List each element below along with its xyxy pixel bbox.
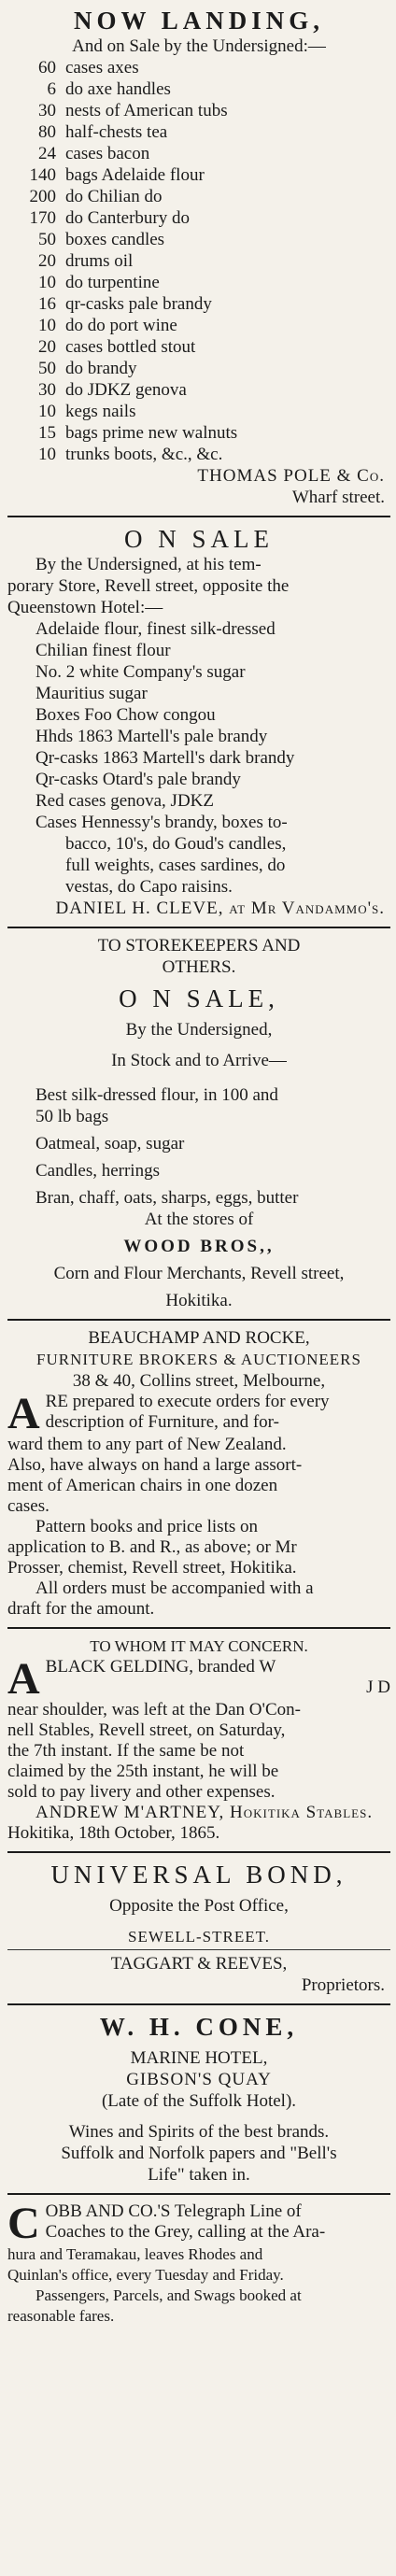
list-item: Boxes Foo Chow congou — [35, 705, 216, 725]
ad-intro — [7, 554, 390, 618]
ad-beauchamp-rocke — [7, 1323, 390, 1625]
ad-line: SEWELL-STREET. — [127, 1928, 271, 1946]
divider — [7, 2003, 390, 2005]
drop-cap: U — [50, 1861, 74, 1889]
goods-list — [7, 57, 390, 465]
ad-subheading: FURNITURE BROKERS & AUCTIONEERS — [36, 1351, 361, 1368]
goods-item: 24 cases bacon — [38, 144, 150, 163]
body-line: ment of American chairs in one dozen — [7, 1476, 278, 1495]
drop-cap: A — [7, 1392, 40, 1435]
ad-body-cont — [7, 1700, 390, 1844]
ad-line: Oatmeal, soap, sugar — [35, 1134, 185, 1154]
divider — [7, 1319, 390, 1321]
drop-cap: A — [7, 1657, 40, 1700]
firm-desc: Corn and Flour Merchants, Revell street, — [53, 1264, 345, 1283]
ad-line: Opposite the Post Office, — [109, 1896, 289, 1916]
goods-item: 6 do axe handles — [47, 79, 171, 99]
ad-sale-heading — [7, 984, 390, 1013]
ad-black-gelding — [7, 1632, 390, 1849]
ad-date: Hokitika, 18th October, 1865. — [7, 1823, 220, 1843]
ad-cobb-and-co — [7, 2198, 390, 2332]
goods-item: 170 do Canterbury do — [29, 208, 190, 228]
ad-heading: OTHERS. — [162, 957, 236, 977]
body-line: nell Stables, Revell street, on Saturday, — [7, 1720, 286, 1740]
drop-cap: O — [119, 984, 142, 1012]
goods-item: 15 bags prime new walnuts — [38, 423, 238, 443]
goods-item: 10 do do port wine — [38, 316, 177, 335]
body-line: reasonable fares. — [7, 2307, 115, 2325]
goods-item: 30 nests of American tubs — [38, 101, 228, 120]
body-line: application to B. and R., as above; or Mr — [7, 1537, 297, 1557]
ad-storekeepers — [7, 931, 390, 1317]
ad-heading: TO STOREKEEPERS AND — [97, 936, 301, 955]
ad-heading-text: N SALE — [158, 525, 274, 553]
goods-item: 50 boxes candles — [38, 230, 165, 249]
goods-item: 200 do Chilian do — [29, 187, 163, 206]
ad-body-cont — [7, 2244, 390, 2327]
ad-marine-hotel — [7, 2008, 390, 2191]
firm-name: WOOD BROS,, — [123, 1237, 275, 1256]
goods-item: 60 cases axes — [38, 58, 139, 78]
ad-body — [7, 1657, 390, 1700]
body-line: hura and Teramakau, leaves Rhodes and — [7, 2245, 263, 2263]
ad-line: Bran, chaff, oats, sharps, eggs, butter — [35, 1188, 299, 1208]
divider — [7, 1627, 390, 1629]
body-line: Also, have always on hand a large assort- — [7, 1455, 303, 1475]
body-line: Coaches to the Grey, calling at the Ara- — [45, 2222, 326, 2242]
ad-line: Best silk-dressed flour, in 100 and — [35, 1085, 278, 1105]
body-line: All orders must be accompanied with a — [35, 1578, 314, 1598]
list-item: Red cases genova, JDKZ — [35, 791, 215, 811]
goods-item: 20 cases bottled stout — [38, 337, 196, 357]
body-line: Prosser, chemist, Revell street, Hokitika. — [7, 1558, 297, 1578]
body-line: BLACK GELDING, branded W — [45, 1657, 276, 1677]
list-item: Hhds 1863 Martell's pale brandy — [35, 727, 268, 746]
goods-item: 30 do JDKZ genova — [38, 380, 187, 400]
ad-on-sale-cleve — [7, 520, 390, 925]
body-line: sold to pay livery and other expenses. — [7, 1782, 276, 1802]
ad-line: Life" taken in. — [148, 2165, 250, 2185]
ad-address: 38 & 40, Collins street, Melbourne, — [72, 1371, 326, 1391]
ad-sale-text: N SALE, — [152, 984, 279, 1012]
cases-line: bacco, 10's, do Goud's candles, — [65, 834, 287, 854]
goods-item: 16 qr-casks pale brandy — [38, 294, 212, 314]
body-line: RE prepared to execute orders for every — [45, 1392, 330, 1411]
goods-item: 140 bags Adelaide flour — [29, 165, 205, 185]
ad-line: Wines and Spirits of the best brands. — [68, 2122, 330, 2142]
ad-heading: TO WHOM IT MAY CONCERN. — [90, 1637, 308, 1655]
ad-intro: And on Sale by the Undersigned:— — [72, 36, 326, 56]
newspaper-column — [7, 0, 390, 2332]
hotel-name: MARINE HOTEL, — [130, 2048, 268, 2068]
body-line: draft for the amount. — [7, 1599, 155, 1619]
divider — [7, 927, 390, 928]
divider — [7, 2193, 390, 2195]
goods-item: 20 drums oil — [38, 251, 134, 271]
list-item: No. 2 white Company's sugar — [35, 662, 246, 682]
list-item: Adelaide flour, finest silk-dressed — [35, 619, 276, 639]
list-item: Qr-casks Otard's pale brandy — [35, 770, 241, 789]
body-line: ward them to any part of New Zealand. — [7, 1435, 287, 1454]
ad-heading: NOW LANDING, — [73, 7, 325, 35]
hotel-location: GIBSON'S QUAY — [126, 2070, 272, 2089]
intro-line: porary Store, Revell street, opposite the — [7, 576, 290, 596]
body-line: Pattern books and price lists on — [35, 1517, 258, 1536]
intro-line: By the Undersigned, at his tem- — [35, 555, 262, 574]
body-line: cases. — [7, 1496, 50, 1516]
ad-signature: DANIEL H. CLEVE, at Mr Vandammo's. — [55, 899, 385, 918]
cases-line: Cases Hennessy's brandy, boxes to- — [35, 813, 288, 832]
firm-name: TAGGART & REEVES, — [110, 1954, 288, 1974]
body-line: OBB AND CO.'S Telegraph Line of — [45, 2201, 302, 2221]
ad-heading — [7, 1860, 390, 1890]
ad-now-landing — [7, 2, 390, 514]
body-line: Passengers, Parcels, and Swags booked at — [35, 2286, 302, 2304]
ad-items — [7, 618, 390, 812]
ad-line: Candles, herrings — [35, 1161, 160, 1181]
ad-cases — [7, 812, 390, 898]
goods-item: 50 do brandy — [38, 359, 137, 378]
body-lines — [7, 1657, 390, 1698]
ad-heading: W. H. CONE, — [99, 2013, 299, 2041]
goods-item: 10 kegs nails — [38, 402, 136, 421]
ad-line: By the Undersigned, — [125, 1020, 273, 1040]
ad-heading: BEAUCHAMP AND ROCKE, — [88, 1328, 310, 1348]
body-line: description of Furniture, and for- — [45, 1412, 279, 1432]
hotel-late: (Late of the Suffolk Hotel). — [101, 2091, 297, 2111]
ad-line: In Stock and to Arrive— — [111, 1051, 287, 1070]
brand-mark: J D — [366, 1677, 390, 1697]
ad-body-cont — [7, 1435, 390, 1620]
body-line: the 7th instant. If the same be not — [7, 1741, 245, 1761]
list-item: Qr-casks 1863 Martell's dark brandy — [35, 748, 295, 768]
ad-lines — [7, 2143, 390, 2186]
cases-line: vestas, do Capo raisins. — [65, 877, 233, 897]
ad-line: 50 lb bags — [35, 1107, 109, 1126]
ad-body — [7, 1392, 390, 1435]
body-lines — [7, 2201, 390, 2243]
intro-line: Queenstown Hotel:— — [7, 598, 163, 617]
firm-role: Proprietors. — [301, 1975, 385, 1995]
divider — [7, 1949, 390, 1950]
divider — [7, 1851, 390, 1853]
list-item: Chilian finest flour — [35, 641, 171, 660]
ad-signature: ANDREW M'ARTNEY, Hokitika Stables. — [35, 1803, 374, 1822]
ad-heading — [7, 524, 390, 554]
ad-universal-bond — [7, 1856, 390, 2002]
cases-line: full weights, cases sardines, do — [65, 856, 286, 875]
ad-signature: THOMAS POLE & Co. — [197, 466, 385, 486]
ad-heading-text: NIVERSAL BOND, — [74, 1861, 347, 1889]
ad-line: At the stores of — [144, 1210, 254, 1229]
body-line: Quinlan's office, every Tuesday and Friday. — [7, 2266, 284, 2284]
goods-item: 10 do turpentine — [38, 273, 160, 292]
ad-body — [7, 2201, 390, 2244]
goods-item: 80 half-chests tea — [38, 122, 168, 142]
divider — [7, 516, 390, 517]
drop-cap: O — [124, 525, 148, 553]
body-line: near shoulder, was left at the Dan O'Con- — [7, 1700, 301, 1720]
town: Hokitika. — [165, 1291, 233, 1310]
body-line: claimed by the 25th instant, he will be — [7, 1762, 279, 1781]
ad-goods — [7, 1084, 390, 1209]
drop-cap: C — [7, 2201, 40, 2244]
body-lines — [7, 1392, 390, 1433]
ad-address: Wharf street. — [291, 488, 385, 507]
ad-line: Suffolk and Norfolk papers and "Bell's — [61, 2144, 337, 2163]
list-item: Mauritius sugar — [35, 684, 148, 703]
goods-item: 10 trunks boots, &c., &c. — [38, 445, 223, 464]
